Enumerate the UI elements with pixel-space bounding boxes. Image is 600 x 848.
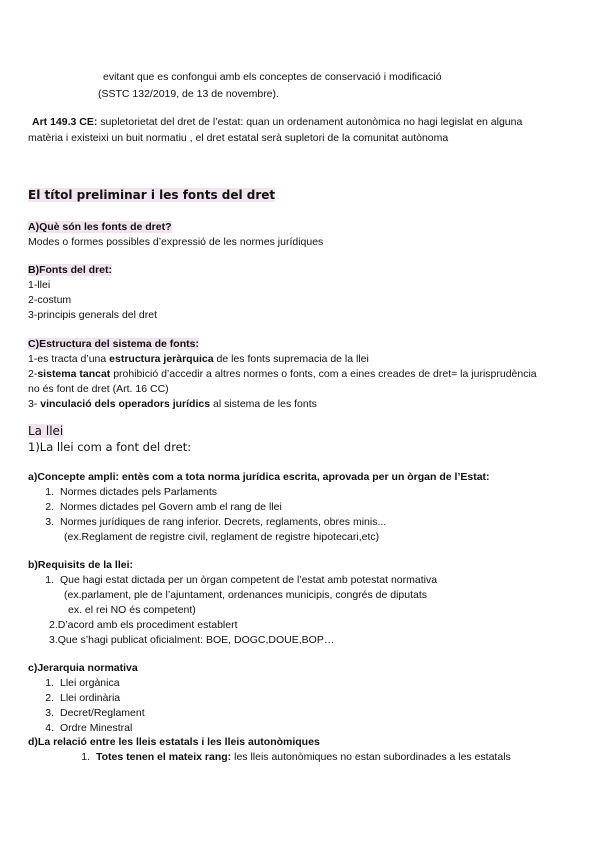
list-number: 1. <box>45 677 54 689</box>
art-149-text-1: supletorietat del dret de l’estat: quan un ordenament autonòmica no hagi legislat en alguna <box>97 116 523 128</box>
intro-line-2: (SSTC 132/2019, de 13 de novembre). <box>98 88 279 100</box>
subsection-d-heading: d)La relació entre les lleis estatals i les lleis autonòmiques <box>28 736 320 748</box>
list-number: 1. <box>81 751 90 763</box>
section-a-heading <box>28 220 172 234</box>
subsection-b-item-3: 3.Que s’hagi publicat oficialment: BOE, DOGC,DOUE,BOP… <box>49 634 335 646</box>
list-number: 2. <box>45 501 54 513</box>
list-item: 2-costum <box>28 294 72 306</box>
list-text: Ordre Minestral <box>60 722 133 734</box>
section-b-heading-text: B)Fonts del dret: <box>28 264 112 276</box>
section-c-line-1-bold: estructura jeràrquica <box>109 353 214 365</box>
art-149-label: Art 149.3 CE: <box>32 116 98 128</box>
list-item <box>40 500 282 514</box>
subsection-b-heading: b)Requisits de la llei: <box>28 559 134 571</box>
art-149-line-2: matèria i existeixi un buit normatiu , el dret estatal serà supletori de la comunitat autònoma <box>28 132 449 144</box>
section-b-heading <box>28 263 112 277</box>
section-title <box>28 188 275 202</box>
list-number: 1. <box>45 574 54 586</box>
llei-subtitle: 1)La llei com a font del dret: <box>28 440 192 454</box>
list-item <box>40 485 217 499</box>
section-c-line-1-pre: 1-es tracta d’una <box>28 353 110 365</box>
subsection-a-note: (ex.Reglament de registre civil, reglament de registre hipotecari,etc) <box>64 531 380 543</box>
subsection-b-item-2: 2.D’acord amb els procediment establert <box>49 619 238 631</box>
section-c-line-3-bold: vinculació dels operadors jurídics <box>40 398 211 410</box>
section-title-text: El títol preliminar i les fonts del dret <box>28 188 276 202</box>
list-item <box>40 721 132 735</box>
section-c-line-2-bold: sistema tancat <box>37 368 111 380</box>
art-149-line-1 <box>32 115 522 129</box>
section-c-heading-text: C)Estructura del sistema de fonts: <box>28 338 199 350</box>
list-number: 3. <box>45 707 54 719</box>
list-item: 1-llei <box>28 279 51 291</box>
list-item <box>76 750 511 764</box>
section-c-line-3-pre: 3- <box>28 398 41 410</box>
subsection-b-item-1-cont-1: (ex.parlament, ple de l’ajuntament, ordenances municipis, congrés de diputats <box>64 589 428 601</box>
subsection-a-heading: a)Concepte ampli: entès com a tota norma jurídica escrita, aprovada per un òrgan de l’Estat: <box>28 471 490 483</box>
list-item <box>40 515 386 529</box>
list-text: Normes dictades pel Govern amb el rang de llei <box>60 501 282 513</box>
list-text-bold: Totes tenen el mateix rang: <box>96 751 232 763</box>
section-c-line-3-post: al sistema de les fonts <box>210 398 317 410</box>
list-number: 2. <box>45 692 54 704</box>
list-item <box>40 676 120 690</box>
list-text: Normes jurídiques de rang inferior. Decrets, reglaments, obres minis... <box>60 516 387 528</box>
list-number: 3. <box>45 516 54 528</box>
section-a-text: Modes o formes possibles d’expressió de les normes jurídiques <box>28 236 324 248</box>
list-text: Normes dictades pels Parlaments <box>60 486 217 498</box>
section-c-line-1 <box>28 352 369 366</box>
list-text: Decret/Reglament <box>60 707 145 719</box>
section-c-line-3 <box>28 397 317 411</box>
list-text: les lleis autonòmiques no estan subordinades a les estatals <box>231 751 511 763</box>
section-c-line-1-post: de les fonts supremacia de la llei <box>213 353 369 365</box>
section-a-heading-text: A)Què són les fonts de dret? <box>28 221 172 233</box>
section-c-line-2 <box>28 367 537 381</box>
section-c-line-2-cont: no és font de dret (Art. 16 CC) <box>28 383 169 395</box>
llei-title <box>28 424 63 438</box>
section-c-line-2-pre: 2- <box>28 368 38 380</box>
list-text: Llei ordinària <box>60 692 121 704</box>
section-c-heading <box>28 337 199 351</box>
list-text: Que hagi estat dictada per un òrgan competent de l’estat amb potestat normativa <box>60 574 438 586</box>
llei-title-text: La llei <box>28 424 64 438</box>
list-number: 1. <box>45 486 54 498</box>
subsection-c-heading: c)Jerarquia normativa <box>28 662 138 674</box>
section-c-line-2-post: prohibició d’accedir a altres normes o fonts, com a eines creades de dret= la jurisprudència <box>110 368 537 380</box>
intro-line-1: evitant que es confongui amb els conceptes de conservació i modificació <box>103 71 442 83</box>
list-text: Llei orgànica <box>60 677 120 689</box>
list-item: 3-principis generals del dret <box>28 309 157 321</box>
list-item <box>40 706 145 720</box>
list-number: 4. <box>45 722 54 734</box>
list-item <box>40 691 120 705</box>
subsection-b-item-1-cont-2: ex. el rei NO és competent) <box>68 604 196 616</box>
list-item <box>40 573 437 587</box>
